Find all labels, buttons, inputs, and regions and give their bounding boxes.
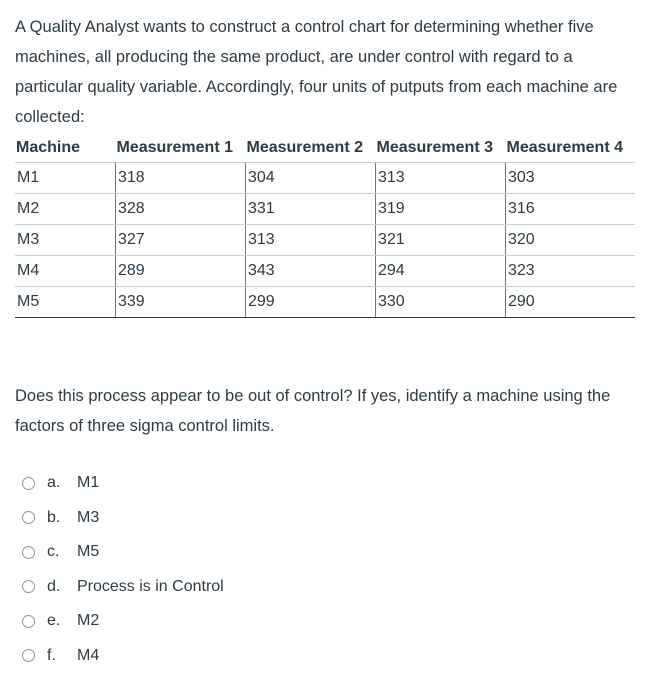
- option-b[interactable]: [22, 501, 422, 536]
- table-cell: 331: [246, 194, 376, 225]
- radio-button[interactable]: [22, 580, 35, 593]
- table-cell: 304: [246, 163, 376, 194]
- option-letter: b.: [47, 508, 61, 526]
- radio-button[interactable]: [22, 546, 35, 559]
- header-measurement-2: Measurement 2: [246, 138, 363, 156]
- table-cell: M2: [15, 194, 116, 225]
- table-cell: 313: [376, 163, 506, 194]
- option-letter: a.: [47, 474, 61, 492]
- table-cell: 321: [376, 225, 506, 256]
- table-cell: M5: [15, 287, 116, 318]
- question-intro: A Quality Analyst wants to construct a control chart for determining whether five machines, all producing the same product, are under control with regard to a particular quality variable. Accordingly, four units of putputs from each machine are collected:: [15, 18, 618, 126]
- option-d[interactable]: [22, 570, 422, 605]
- table-cell: 290: [506, 287, 636, 318]
- table-cell: M4: [15, 256, 116, 287]
- header-measurement-3: Measurement 3: [376, 138, 493, 156]
- table-cell: 303: [506, 163, 636, 194]
- header-measurement-1: Measurement 1: [116, 138, 233, 156]
- option-text: M3: [77, 508, 100, 526]
- table-cell: 323: [506, 256, 636, 287]
- header-machine: Machine: [16, 138, 81, 156]
- table-cell: M1: [15, 163, 116, 194]
- table-cell: 294: [376, 256, 506, 287]
- option-letter: c.: [47, 543, 60, 561]
- header-measurement-4: Measurement 4: [506, 138, 623, 156]
- option-text: M5: [77, 543, 100, 561]
- radio-button[interactable]: [22, 615, 35, 628]
- table-cell: 320: [506, 225, 636, 256]
- table-cell: 328: [116, 194, 246, 225]
- table-row: [15, 194, 635, 225]
- table-cell: 319: [376, 194, 506, 225]
- option-e[interactable]: [22, 604, 422, 639]
- table-row: [15, 163, 635, 194]
- radio-button[interactable]: [22, 477, 35, 490]
- option-letter: f.: [47, 646, 56, 664]
- answer-options: [22, 466, 422, 673]
- option-text: M1: [77, 474, 100, 492]
- table-cell: 318: [116, 163, 246, 194]
- option-text: Process is in Control: [77, 577, 224, 595]
- option-a[interactable]: [22, 466, 422, 501]
- option-letter: d.: [47, 577, 61, 595]
- table-cell: 327: [116, 225, 246, 256]
- option-text: M2: [77, 612, 100, 630]
- radio-button[interactable]: [22, 649, 35, 662]
- option-c[interactable]: [22, 535, 422, 570]
- table-row: [15, 287, 635, 318]
- option-text: M4: [77, 646, 100, 664]
- radio-button[interactable]: [22, 511, 35, 524]
- table-cell: 316: [506, 194, 636, 225]
- table-cell: 330: [376, 287, 506, 318]
- option-f[interactable]: [22, 639, 422, 674]
- question-prompt: Does this process appear to be out of control? If yes, identify a machine using the factors of three sigma control limits.: [15, 387, 611, 435]
- table-cell: 313: [246, 225, 376, 256]
- table-row: [15, 225, 635, 256]
- table-cell: 299: [246, 287, 376, 318]
- table-cell: M3: [15, 225, 116, 256]
- table-cell: 289: [116, 256, 246, 287]
- table-cell: 339: [116, 287, 246, 318]
- table-row: [15, 256, 635, 287]
- option-letter: e.: [47, 612, 61, 630]
- table-cell: 343: [246, 256, 376, 287]
- table-header-row: [15, 133, 635, 163]
- measurement-table: [15, 133, 635, 318]
